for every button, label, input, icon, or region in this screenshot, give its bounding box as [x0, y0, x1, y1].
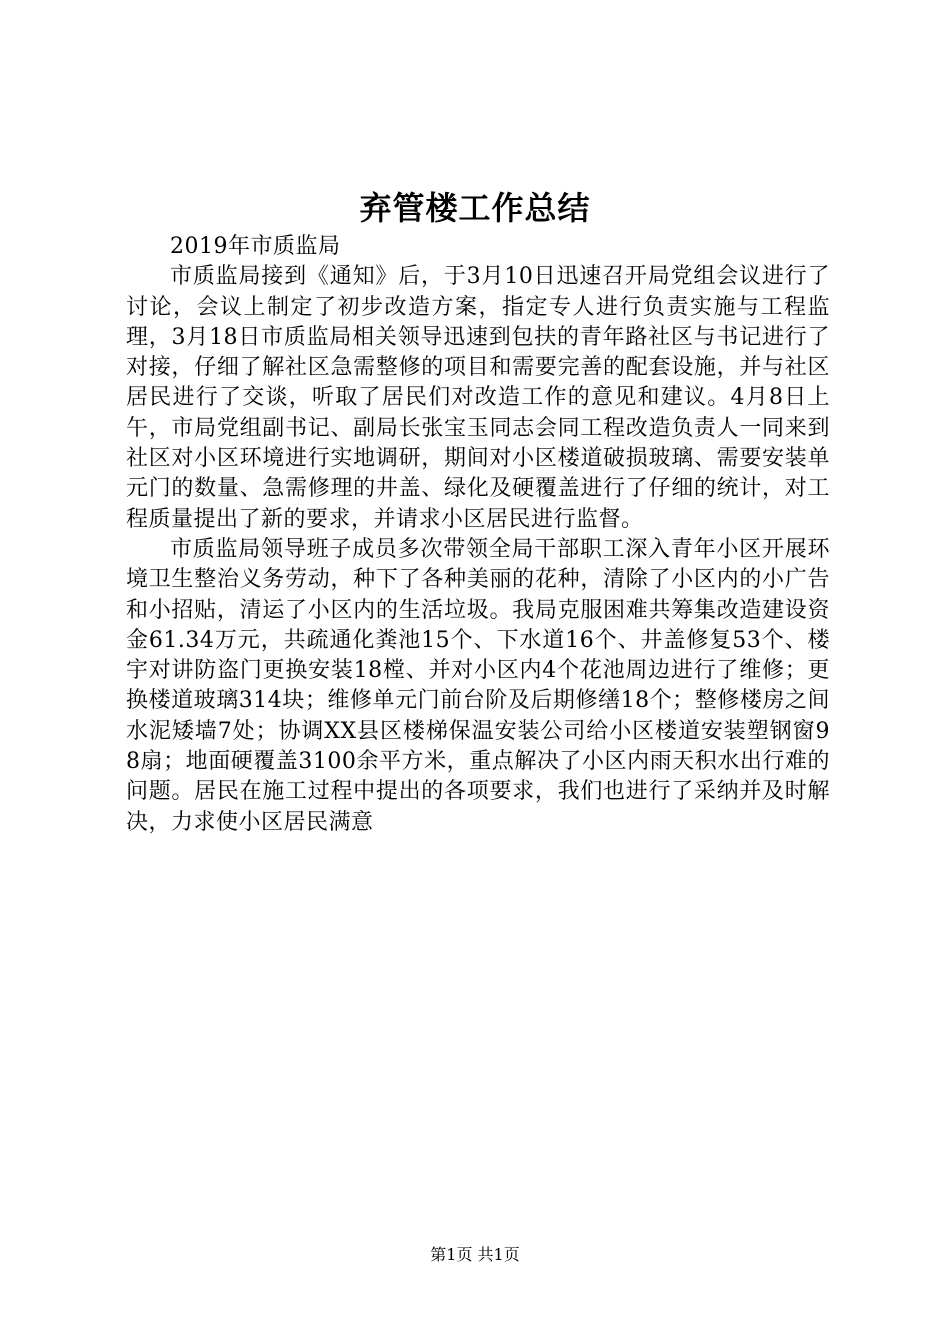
- page-footer: 第1页 共1页: [430, 1245, 520, 1264]
- paragraph-subtitle: 2019年市质监局: [170, 234, 341, 259]
- document-body: [126, 232, 830, 838]
- paragraph-2: 市质监局领导班子成员多次带领全局干部职工深入青年小区开展环境卫生整治义务劳动，种下了各种美丽的花种，清除了小区内的小广告和小招贴，清运了小区内的生活垃圾。我局克服困难共筹集改造建设资金61.34万元，共疏通化粪池15个、下水道16个、井盖修复53个、楼宇对讲防盗门更换安装18樘、并对小区内4个花池周边进行了维修；更换楼道玻璃314块；维修单元门前台阶及后期修缮18个；整修楼房之间水泥矮墙7处；协调XX县区楼梯保温安装公司给小区楼道安装塑钢窗98扇；地面硬覆盖3100余平方米，重点解决了小区内雨天积水出行难的问题。居民在施工过程中提出的各项要求，我们也进行了采纳并及时解决，力求使小区居民满意: [126, 536, 830, 835]
- paragraph-1: 市质监局接到《通知》后，于3月10日迅速召开局党组会议进行了讨论，会议上制定了初步改造方案，指定专人进行负责实施与工程监理，3月18日市质监局相关领导迅速到包扶的青年路社区与书记进行了对接，仔细了解社区急需整修的项目和需要完善的配套设施，并与社区居民进行了交谈，听取了居民们对改造工作的意见和建议。4月8日上午，市局党组副书记、副局长张宝玉同志会同工程改造负责人一同来到社区对小区环境进行实地调研，期间对小区楼道破损玻璃、需要安装单元门的数量、急需修理的井盖、绿化及硬覆盖进行了仔细的统计，对工程质量提出了新的要求，并请求小区居民进行监督。: [126, 264, 830, 532]
- document-title: 弃管楼工作总结: [359, 189, 591, 227]
